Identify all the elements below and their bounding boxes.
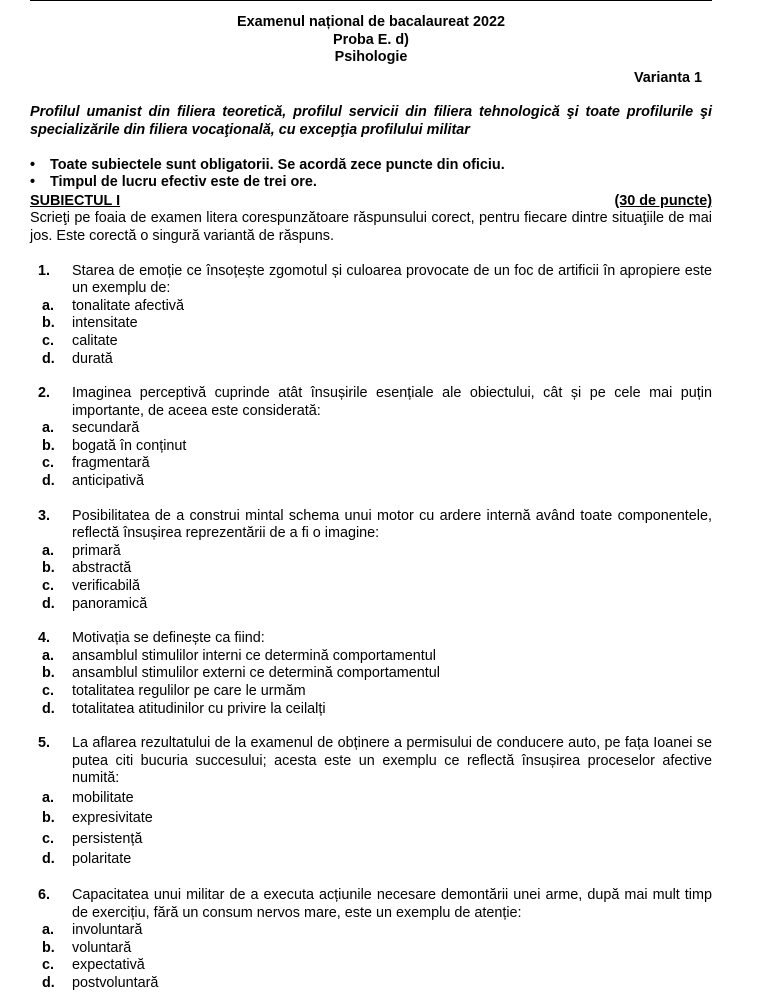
option-letter: d.: [42, 595, 55, 612]
option-text: durată: [72, 350, 113, 367]
option-text: calitate: [72, 332, 118, 349]
option: [30, 351, 712, 369]
option-text: abstractă: [72, 560, 132, 577]
rule-text: Timpul de lucru efectiv este de trei ore.: [50, 174, 317, 191]
subject-name: Psihologie: [334, 49, 408, 66]
option-letter: a.: [42, 647, 55, 664]
question-4: [30, 630, 712, 648]
option: [30, 455, 712, 473]
rule-item: [30, 174, 712, 192]
test-name: Proba E. d): [333, 31, 409, 48]
question-number: 2.: [38, 385, 51, 402]
option: [30, 596, 712, 614]
question-number: 1.: [38, 262, 51, 279]
option-text: intensitate: [72, 315, 138, 332]
section-title: SUBIECTUL I: [30, 192, 121, 209]
option-text: panoramică: [72, 595, 148, 612]
option-letter: b.: [42, 560, 55, 577]
option-text: ansamblul stimulilor interni ce determină comportamentul: [72, 647, 436, 664]
profile-note: Profilul umanist din filiera teoretică, profilul servicii din filiera tehnologică şi toate profilurile şi specializările din filiera vocaţională, cu excepţia profilului militar: [30, 104, 712, 138]
option-text: expectativă: [72, 957, 145, 974]
bullet-icon: •: [30, 174, 36, 191]
option: [30, 683, 712, 701]
option: [30, 957, 712, 975]
option-text: totalitatea atitudinilor cu privire la ceilalți: [72, 700, 326, 717]
option-text: expresivitate: [72, 810, 153, 827]
top-rule: [30, 0, 712, 1]
option: [30, 701, 712, 719]
option: [30, 940, 712, 958]
variant-label: Varianta 1: [634, 69, 702, 86]
exam-title: Examenul național de bacalaureat 2022: [237, 14, 505, 30]
section-points: (30 de puncte): [614, 192, 712, 209]
option-letter: a.: [42, 420, 55, 437]
option-text: postvoluntară: [72, 974, 159, 991]
question-number: 5.: [38, 735, 51, 752]
option-text: verificabilă: [72, 578, 140, 595]
option-letter: c.: [42, 332, 55, 349]
option-text: anticipativă: [72, 473, 144, 490]
option: [30, 665, 712, 683]
option-letter: c.: [42, 578, 55, 595]
option-text: polaritate: [72, 851, 132, 868]
section-instructions: Scrieţi pe foaia de examen litera corespunzătoare răspunsului corect, pentru fiecare dintre situaţiile de mai jos. Este corectă o singură variantă de răspuns.: [30, 210, 712, 244]
question-text: Motivația se definește ca fiind:: [72, 630, 265, 647]
option-letter: d.: [42, 851, 55, 868]
option: [30, 808, 712, 829]
question-1: [30, 263, 712, 298]
option-letter: b.: [42, 939, 55, 956]
option-letter: a.: [42, 297, 55, 314]
option: [30, 788, 712, 809]
rules-list: [30, 157, 712, 192]
option: [30, 922, 712, 940]
option-text: totalitatea regulilor pe care le urmăm: [72, 683, 306, 699]
question-text: La aflarea rezultatului de la examenul de obținere a permisului de conducere auto, pe fața Ioanei se putea citi bucuria succesului; acesta este un exemplu ce reflectă însușirea proceselor afective numită:: [72, 735, 712, 787]
option-letter: c.: [42, 830, 55, 847]
option: [30, 315, 712, 333]
option: [30, 578, 712, 596]
option-text: ansamblul stimulilor externi ce determină comportamentul: [72, 665, 440, 682]
option: [30, 648, 712, 666]
question-6: [30, 887, 712, 922]
question-number: 3.: [38, 507, 51, 524]
question-5: [30, 735, 712, 788]
section-heading: [30, 193, 712, 211]
option-text: voluntară: [72, 939, 132, 956]
option: [30, 975, 712, 993]
option: [30, 849, 712, 870]
option-letter: c.: [42, 683, 55, 699]
option-text: involuntară: [72, 922, 143, 939]
option-letter: d.: [42, 350, 55, 367]
option-letter: c.: [42, 455, 55, 472]
option-text: mobilitate: [72, 789, 134, 806]
option-letter: b.: [42, 810, 55, 827]
option-text: tonalitate afectivă: [72, 297, 184, 314]
option-text: bogată în conținut: [72, 437, 187, 454]
option-text: fragmentară: [72, 455, 150, 472]
question-text: Imaginea perceptivă cuprinde atât însușirile esențiale ale obiectului, cât și pe cele mai puțin importante, de aceea este considerată:: [72, 385, 712, 419]
option-text: secundară: [72, 420, 140, 437]
question-text: Posibilitatea de a construi mintal schema unui motor cu ardere internă având toate componentele, reflectă însușirea reprezentării de a fi o imagine:: [72, 507, 712, 542]
option-letter: b.: [42, 665, 55, 682]
option: [30, 298, 712, 316]
option: [30, 473, 712, 491]
option-letter: b.: [42, 437, 55, 454]
option-letter: b.: [42, 315, 55, 332]
question-text: Capacitatea unui militar de a executa acțiunile necesare demontării unei arme, după mai mult timp de exercițiu, fără un consum nervos mare, este un exemplu de atenție:: [72, 886, 712, 921]
option: [30, 560, 712, 578]
option-letter: a.: [42, 789, 55, 806]
option: [30, 438, 712, 456]
question-number: 6.: [38, 886, 51, 903]
option-letter: a.: [42, 542, 55, 559]
option: [30, 420, 712, 438]
question-number: 4.: [38, 630, 51, 647]
exam-page: [30, 14, 712, 993]
option-letter: a.: [42, 922, 55, 939]
bullet-icon: •: [30, 156, 36, 173]
question-text: Starea de emoție ce însoțește zgomotul și culoarea provocate de un foc de artificii în apropiere este un exemplu de:: [72, 262, 712, 297]
option: [30, 543, 712, 561]
question-2: [30, 385, 712, 420]
rule-item: [30, 157, 712, 175]
question-3: [30, 508, 712, 543]
option-text: primară: [72, 542, 121, 559]
option: [30, 333, 712, 351]
option-letter: d.: [42, 473, 55, 490]
option: [30, 829, 712, 850]
option-letter: c.: [42, 957, 55, 974]
rule-text: Toate subiectele sunt obligatorii. Se acordă zece puncte din oficiu.: [50, 156, 505, 173]
option-letter: d.: [42, 974, 55, 991]
option-text: persistență: [72, 830, 143, 847]
option-letter: d.: [42, 700, 55, 717]
